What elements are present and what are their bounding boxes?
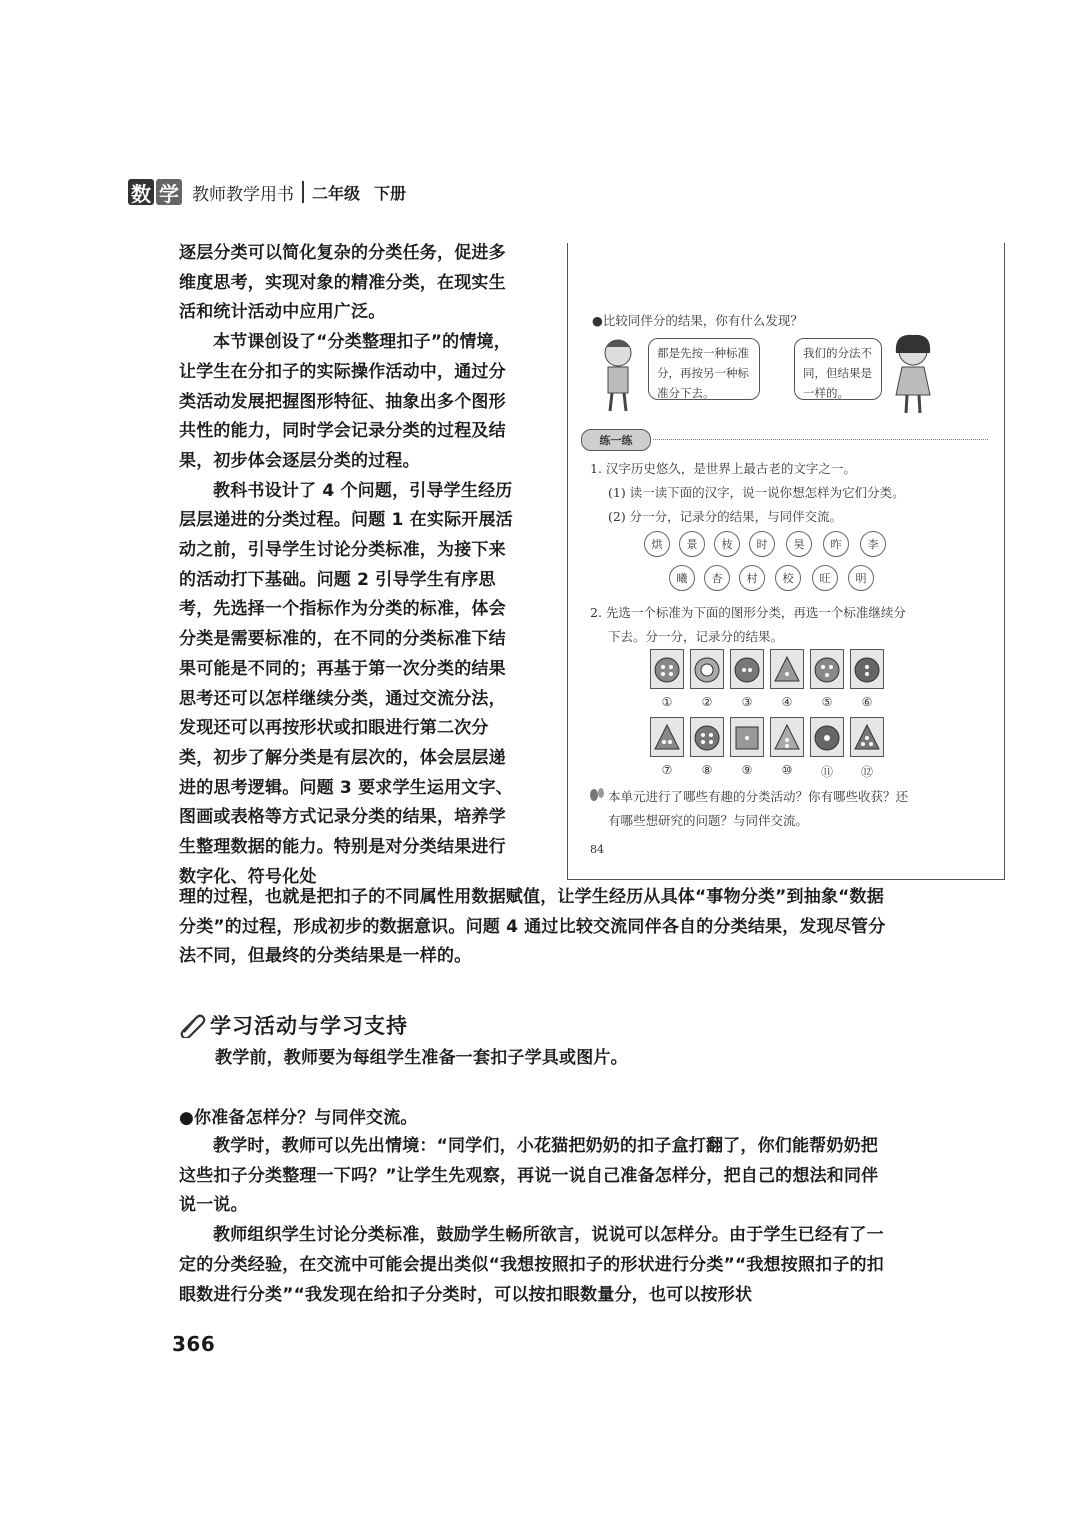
- compare-prompt: ●比较同伴分的结果，你有什么发现？: [592, 313, 803, 328]
- char-circle: 时: [749, 531, 775, 557]
- button-number: ①: [661, 695, 673, 709]
- girl-illustration: [890, 331, 936, 417]
- paragraph-continuation: 理的过程，也就是把扣子的不同属性用数据赋值，让学生经历从具体“事物分类”到抽象“数据分类”的过程，形成初步的数据意识。问题 4 通过比较交流同伴各自的分类结果，发现尽管分法不同，但最终的分类结果是一样的。: [179, 887, 886, 967]
- char-circle: 明: [848, 565, 874, 591]
- footprint-icon: [588, 787, 606, 801]
- char-circle: 昊: [786, 531, 812, 557]
- button-number: ⑫: [860, 765, 873, 779]
- char-circle: 旺: [812, 565, 838, 591]
- teaching-text: [179, 1132, 889, 1310]
- char-circle: 枝: [714, 531, 740, 557]
- question-1: 1. 汉字历史悠久，是世界上最古老的文字之一。: [590, 461, 856, 476]
- button-number: ⑨: [741, 763, 753, 777]
- excerpt-page-number: 84: [590, 843, 604, 856]
- question-1b: (2) 分一分，记录分的结果，与同伴交流。: [608, 509, 843, 524]
- button-number: ⑦: [661, 763, 673, 777]
- question-1a: (1) 读一读下面的汉字，说一说你想怎样为它们分类。: [608, 485, 905, 500]
- button-number: ③: [741, 695, 753, 709]
- wide-paragraph: [179, 883, 889, 972]
- button-number: ④: [781, 695, 793, 709]
- section-heading: [178, 1010, 408, 1040]
- bullet-question: ●你准备怎样分？与同伴交流。: [179, 1108, 418, 1128]
- grade-label: 二年级: [312, 183, 361, 203]
- char-circle: 景: [679, 531, 705, 557]
- button-image: [690, 717, 724, 757]
- running-header: [128, 176, 406, 208]
- button-image: [770, 649, 804, 689]
- button-image: [690, 649, 724, 689]
- textbook-excerpt: [567, 243, 1005, 880]
- button-image: [730, 717, 764, 757]
- button-number: ⑤: [821, 695, 833, 709]
- unit-reflection-cont: 有哪些想研究的问题？与同伴交流。: [608, 813, 809, 828]
- left-column-text: [179, 239, 521, 892]
- paperclip-icon: [178, 1012, 206, 1038]
- book-logo: [128, 179, 184, 205]
- char-circle: 昨: [823, 531, 849, 557]
- button-image: [730, 649, 764, 689]
- boy-illustration: [598, 335, 638, 415]
- logo-char-shu: 数: [128, 179, 154, 205]
- button-number: ⑥: [861, 695, 873, 709]
- practice-label: 练一练: [581, 429, 651, 451]
- button-image: [850, 717, 884, 757]
- char-circle: 李: [860, 531, 886, 557]
- volume-label: 下册: [374, 183, 407, 203]
- page-number: 366: [172, 1332, 216, 1356]
- paragraph-problems: 教科书设计了 4 个问题，引导学生经历层层递进的分类过程。问题 1 在实际开展活动之前，引导学生讨论分类标准，为接下来的活动打下基础。问题 2 引导学生有序思考，先选择一个指标作为分类的标准，体会分类是需要标准的，在不同的分类标准下结果可能是不同的；再基于第一次分类的结果思考还可以怎样继续分类，通过交流分法，发现还可以再按形状或扣眼进行第二次分类，初步了解分类是有层次的，体会层层递进的思考逻辑。问题 3 要求学生运用文字、图画或表格等方式记录分类的结果，培养学生整理数据的能力。特别是对分类结果进行数字化、符号化处: [179, 480, 513, 887]
- book-subtitle: 教师教学用书: [192, 184, 294, 205]
- section-title: 学习活动与学习支持: [210, 1014, 408, 1038]
- char-circle: 村: [739, 565, 765, 591]
- speech-bubble-right: 我们的分法不同，但结果是一样的。: [794, 338, 882, 400]
- question-2-cont: 下去。分一分，记录分的结果。: [608, 629, 784, 644]
- button-image: [650, 649, 684, 689]
- char-circle: 烘: [644, 531, 670, 557]
- unit-reflection: 本单元进行了哪些有趣的分类活动？你有哪些收获？还: [608, 789, 909, 804]
- practice-divider: [653, 439, 988, 440]
- button-image: [850, 649, 884, 689]
- button-number: ⑩: [781, 763, 793, 777]
- preparation-text: 教学前，教师要为每组学生准备一套扣子学具或图片。: [215, 1048, 628, 1068]
- question-2: 2. 先选一个标准为下面的图形分类，再选一个标准继续分: [590, 605, 906, 620]
- char-circle: 校: [775, 565, 801, 591]
- speech-bubble-left: 都是先按一种标准分，再按另一种标准分下去。: [648, 338, 760, 400]
- paragraph-teaching: 教学时，教师可以先出情境：“同学们，小花猫把奶奶的扣子盒打翻了，你们能帮奶奶把这些扣子分类整理一下吗？”让学生先观察，再说一说自己准备怎样分，把自己的想法和同伴说一说。: [179, 1136, 879, 1216]
- char-circle: 曦: [669, 565, 695, 591]
- button-image: [650, 717, 684, 757]
- button-image: [810, 717, 844, 757]
- paragraph-situation: 本节课创设了“分类整理扣子”的情境，让学生在分扣子的实际操作活动中，通过分类活动发展把握图形特征、抽象出多个图形共性的能力，同时学会记录分类的过程及结果，初步体会逐层分类的过程。: [179, 332, 511, 471]
- logo-char-xue: 学: [156, 179, 182, 205]
- paragraph-intro: 逐层分类可以简化复杂的分类任务，促进多维度思考，实现对象的精准分类，在现实生活和统计活动中应用广泛。: [179, 243, 506, 323]
- header-divider: [302, 181, 304, 203]
- paragraph-discussion: 教师组织学生讨论分类标准，鼓励学生畅所欲言，说说可以怎样分。由于学生已经有了一定的分类经验，在交流中可能会提出类似“我想按照扣子的形状进行分类”“我想按照扣子的扣眼数进行分类”“我发现在给扣子分类时，可以按扣眼数量分，也可以按形状: [179, 1225, 884, 1305]
- button-number: ⑪: [820, 765, 833, 779]
- button-number: ②: [701, 695, 713, 709]
- button-number: ⑧: [701, 763, 713, 777]
- button-image: [810, 649, 844, 689]
- button-image: [770, 717, 804, 757]
- char-circle: 杏: [704, 565, 730, 591]
